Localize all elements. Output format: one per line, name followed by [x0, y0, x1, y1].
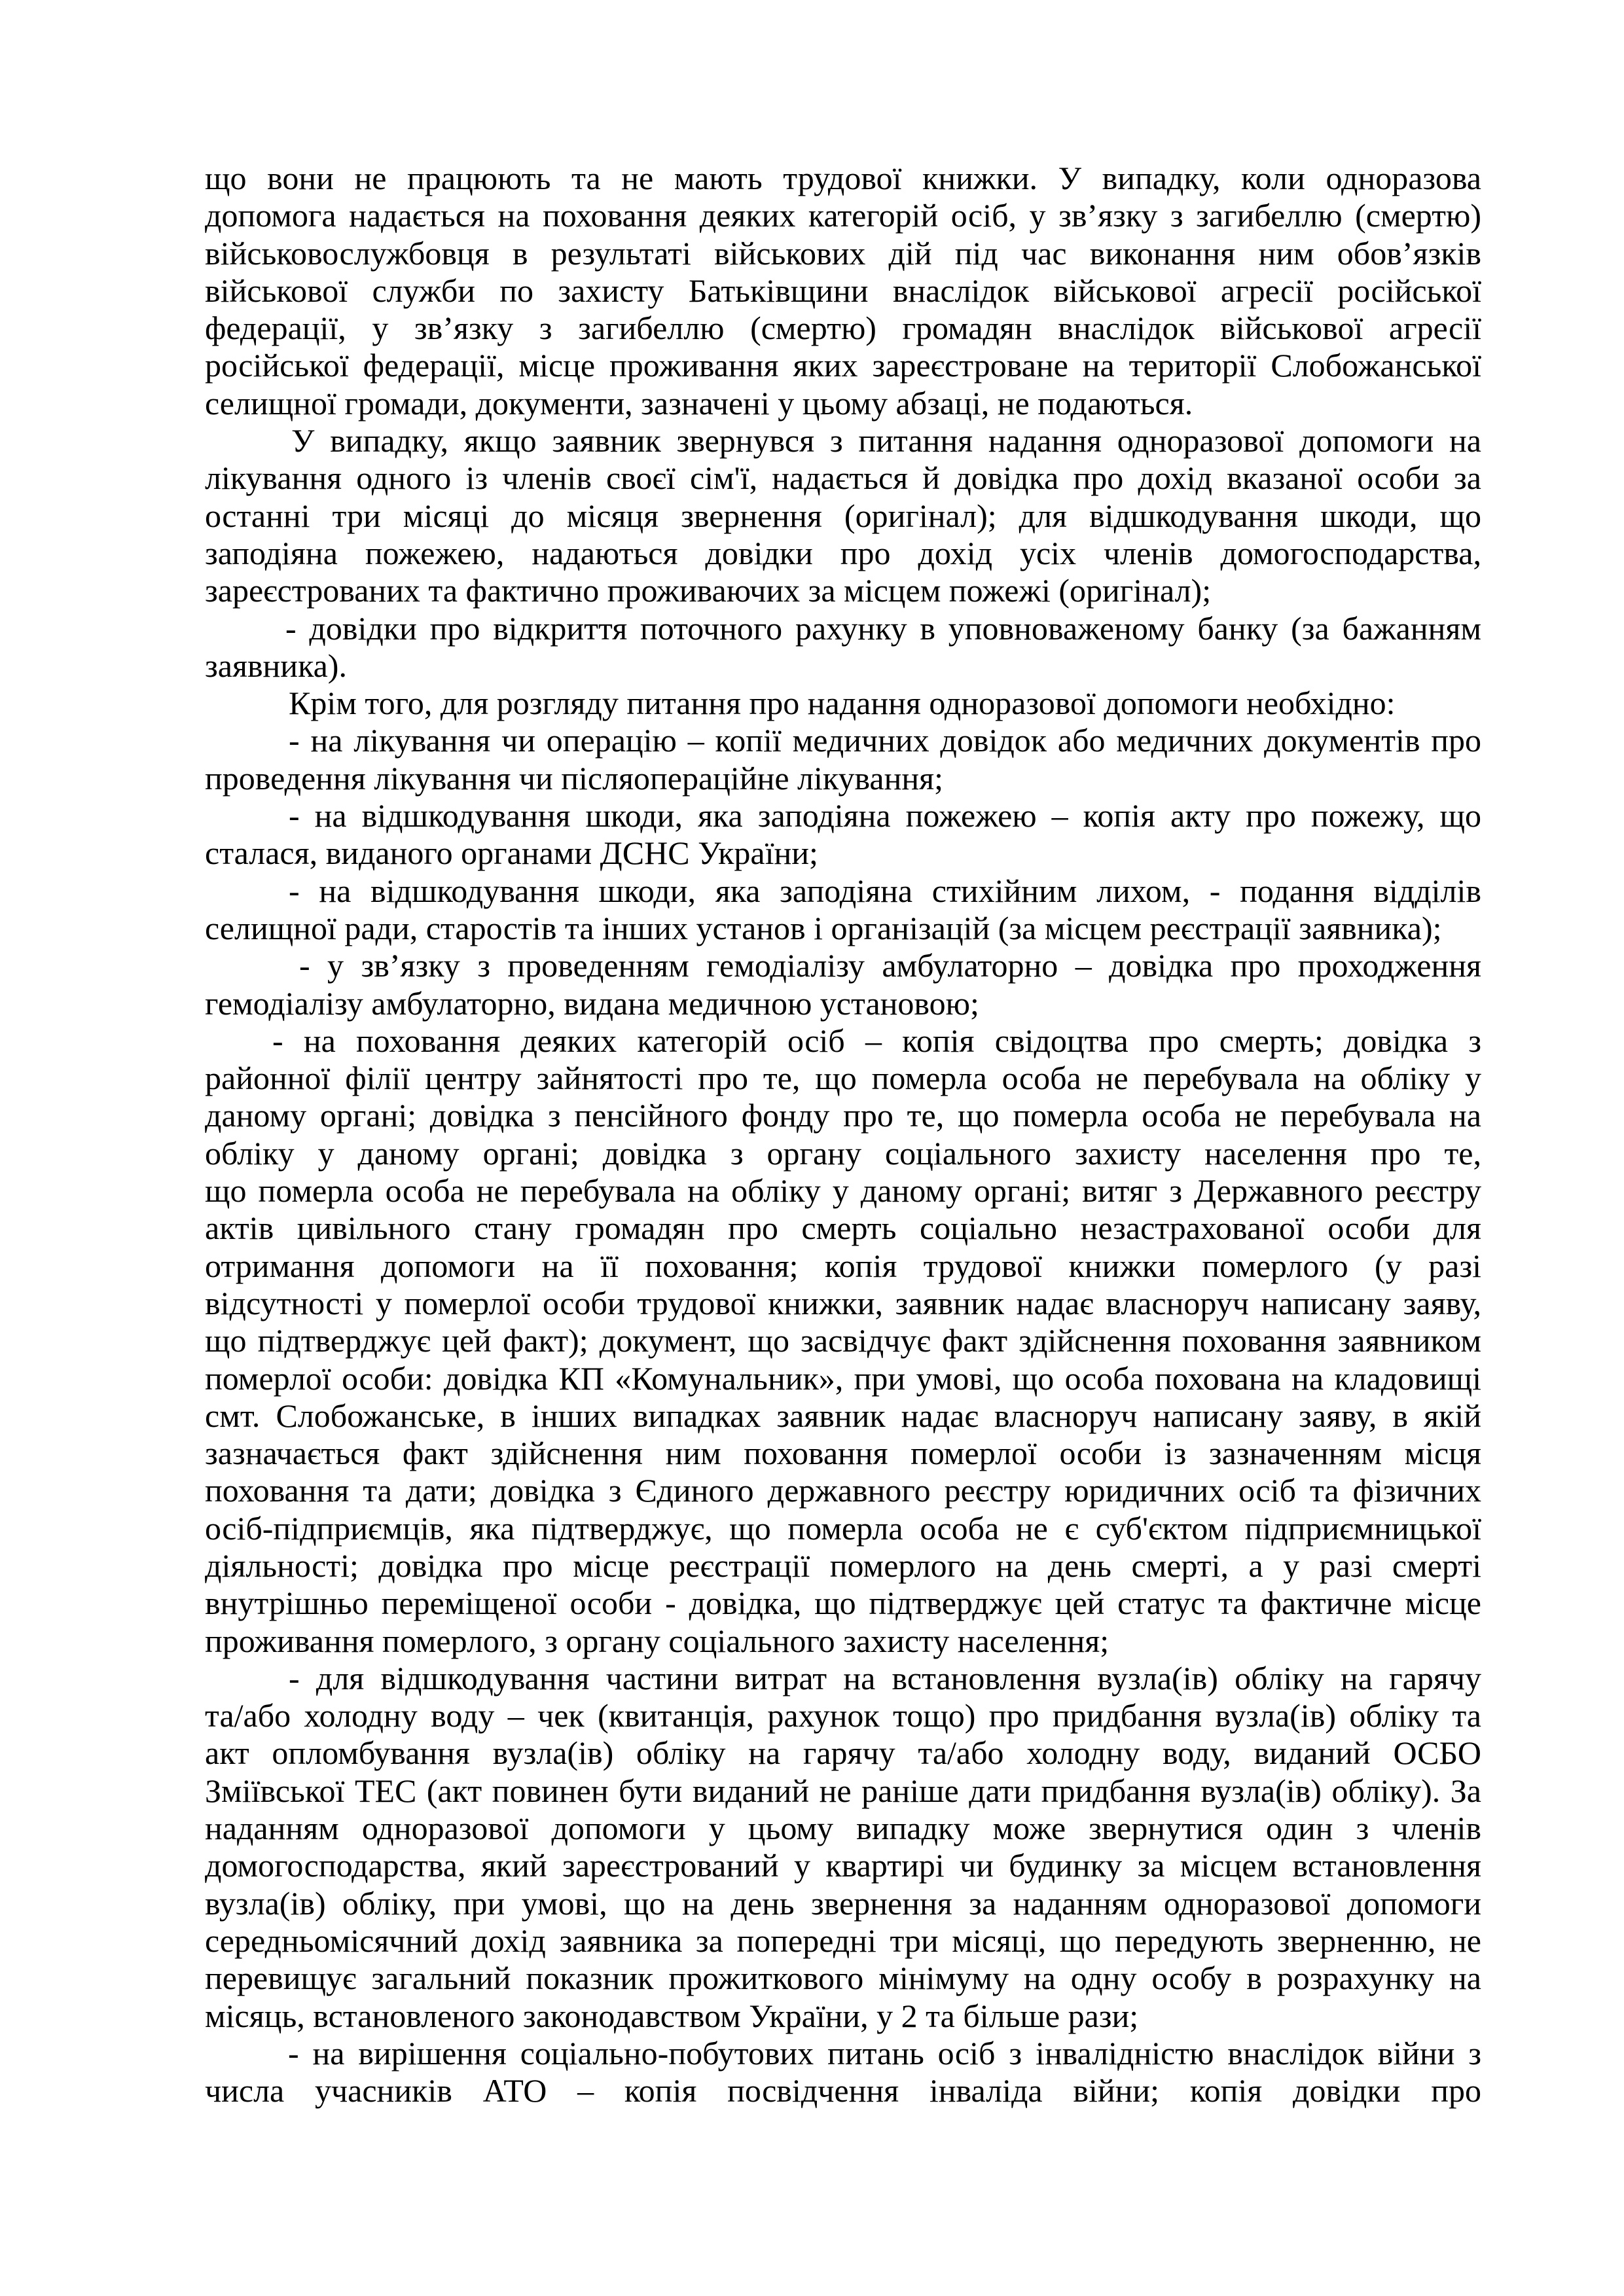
text-line: що вони не працюють та не мають трудової книжки. У випадку, коли одноразова	[205, 160, 1481, 196]
text-line: районної філії центру зайнятості про те, що померла особа не перебувала на обліку у	[205, 1060, 1481, 1097]
text-line: числа учасників АТО – копія посвідчення інваліда війни; копія довідки про	[205, 2072, 1481, 2109]
text-line: вузла(ів) обліку, при умові, що на день звернення за наданням одноразової допомоги	[205, 1884, 1481, 1922]
text-line: російської федерації, місце проживання яких зареєстроване на території Слобожанської	[205, 347, 1481, 384]
paragraph	[205, 1022, 1481, 1660]
paragraph	[205, 722, 1481, 797]
text-line: що померла особа не перебувала на обліку у даному органі; витяг з Державного реєстру	[205, 1172, 1481, 1210]
text-line: сталася, виданого органами ДСНС України;	[205, 834, 818, 872]
text-line: Крім того, для розгляду питання про надання одноразової допомоги необхідно:	[289, 685, 1396, 722]
text-line: - довідки про відкриття поточного рахунку в уповноваженому банку (за бажанням	[285, 609, 1481, 647]
text-line: обліку у даному органі; довідка з органу соціального захисту населення про те,	[205, 1134, 1481, 1172]
text-line: та/або холодну воду – чек (квитанція, рахунок тощо) про придбання вузла(ів) обліку та	[205, 1697, 1481, 1734]
text-line: федерації, у зв’язку з загибеллю (смертю) громадян внаслідок військової агресії	[205, 310, 1481, 347]
document-body	[205, 160, 1481, 2109]
text-line: У випадку, якщо заявник звернувся з питання надання одноразової допомоги на	[291, 422, 1481, 459]
paragraph	[205, 685, 1481, 722]
paragraph	[205, 610, 1481, 685]
text-line: військовослужбовця в результаті військових дій під час виконання ним обов’язків	[205, 234, 1481, 272]
text-line: осіб-підприємців, яка підтверджує, що померла особа не є суб'єктом підприємницької	[205, 1509, 1481, 1547]
text-line: Зміївської ТЕС (акт повинен бути виданий не раніше дати придбання вузла(ів) обліку). За	[205, 1772, 1481, 1809]
text-line: допомога надається на поховання деяких категорій осіб, у зв’язку з загибеллю (смертю)	[205, 197, 1481, 234]
text-line: акт опломбування вузла(ів) обліку на гарячу та/або холодну воду, виданий ОСБО	[205, 1734, 1481, 1772]
text-line: гемодіалізу амбулаторно, видана медичною установою;	[205, 984, 979, 1022]
text-line: наданням одноразової допомоги у цьому випадку може звернутися один з членів	[205, 1810, 1481, 1847]
text-line: заявника).	[205, 647, 347, 684]
text-line: - на відшкодування шкоди, яка заподіяна пожежею – копія акту про пожежу, що	[289, 797, 1481, 834]
text-line: заподіяна пожежею, надаються довідки про дохід усіх членів домогосподарства,	[205, 534, 1481, 571]
text-line: - для відшкодування частини витрат на встановлення вузла(ів) обліку на гарячу	[289, 1659, 1481, 1696]
text-line: діяльності; довідка про місце реєстрації померлого на день смерті, а у разі смерті	[205, 1547, 1481, 1584]
text-line: лікування одного із членів своєї сім'ї, надається й довідка про дохід вказаної особи за	[205, 459, 1481, 497]
text-line: зареєстрованих та фактично проживаючих за місцем пожежі (оригінал);	[205, 572, 1212, 609]
text-line: що підтверджує цей факт); документ, що засвідчує факт здійснення поховання заявником	[205, 1322, 1481, 1359]
paragraph	[205, 947, 1481, 1022]
paragraph	[205, 872, 1481, 948]
text-line: домогосподарства, який зареєстрований у квартирі чи будинку за місцем встановлення	[205, 1847, 1481, 1884]
text-line: - на поховання деяких категорій осіб – копія свідоцтва про смерть; довідка з	[272, 1022, 1481, 1059]
text-line: місяць, встановленого законодавством України, у 2 та більше рази;	[205, 1997, 1139, 2034]
text-line: проживання померлого, з органу соціального захисту населення;	[205, 1622, 1110, 1659]
text-line: військової служби по захисту Батьківщини внаслідок військової агресії російської	[205, 272, 1481, 309]
text-line: актів цивільного стану громадян про смерть соціально незастрахованої особи для	[205, 1210, 1481, 1247]
text-line: проведення лікування чи післяопераційне лікування;	[205, 759, 944, 797]
text-line: селищної громади, документи, зазначені у цьому абзаці, не подаються.	[205, 384, 1193, 422]
text-line: останні три місяці до місяця звернення (оригінал); для відшкодування шкоди, що	[205, 497, 1481, 534]
text-line: відсутності у померлої особи трудової книжки, заявник надає власноруч написану заяву,	[205, 1284, 1481, 1321]
text-line: внутрішньо переміщеної особи - довідка, що підтверджує цей статус та фактичне місце	[205, 1585, 1481, 1622]
text-line: середньомісячний дохід заявника за попередні три місяці, що передують зверненню, не	[205, 1922, 1481, 1959]
paragraph	[205, 797, 1481, 872]
text-line: отримання допомоги на її поховання; копія трудової книжки померлого (у разі	[205, 1247, 1481, 1284]
text-line: - у зв’язку з проведенням гемодіалізу амбулаторно – довідка про проходження	[299, 947, 1481, 984]
text-line: поховання та дати; довідка з Єдиного державного реєстру юридичних осіб та фізичних	[205, 1472, 1481, 1509]
text-line: перевищує загальний показник прожиткового мінімуму на одну особу в розрахунку на	[205, 1960, 1481, 1997]
paragraph	[205, 2035, 1481, 2110]
paragraph	[205, 422, 1481, 609]
paragraph	[205, 1660, 1481, 2035]
text-line: смт. Слобожанське, в інших випадках заявник надає власноруч написану заяву, в якій	[205, 1397, 1481, 1434]
text-line: - на відшкодування шкоди, яка заподіяна стихійним лихом, - подання відділів	[289, 872, 1481, 909]
text-line: померлої особи: довідка КП «Комунальник», при умові, що особа похована на кладовищі	[205, 1359, 1481, 1397]
text-line: селищної ради, старостів та інших установ і організацій (за місцем реєстрації заявника);	[205, 909, 1442, 946]
text-line: - на вирішення соціально-побутових питань осіб з інвалідністю внаслідок війни з	[288, 2034, 1481, 2072]
text-line: даному органі; довідка з пенсійного фонду про те, що померла особа не перебувала на	[205, 1097, 1481, 1134]
paragraph	[205, 160, 1481, 422]
text-line: зазначається факт здійснення ним поховання померлої особи із зазначенням місця	[205, 1435, 1481, 1472]
text-line: - на лікування чи операцію – копії медичних довідок або медичних документів про	[289, 722, 1481, 759]
